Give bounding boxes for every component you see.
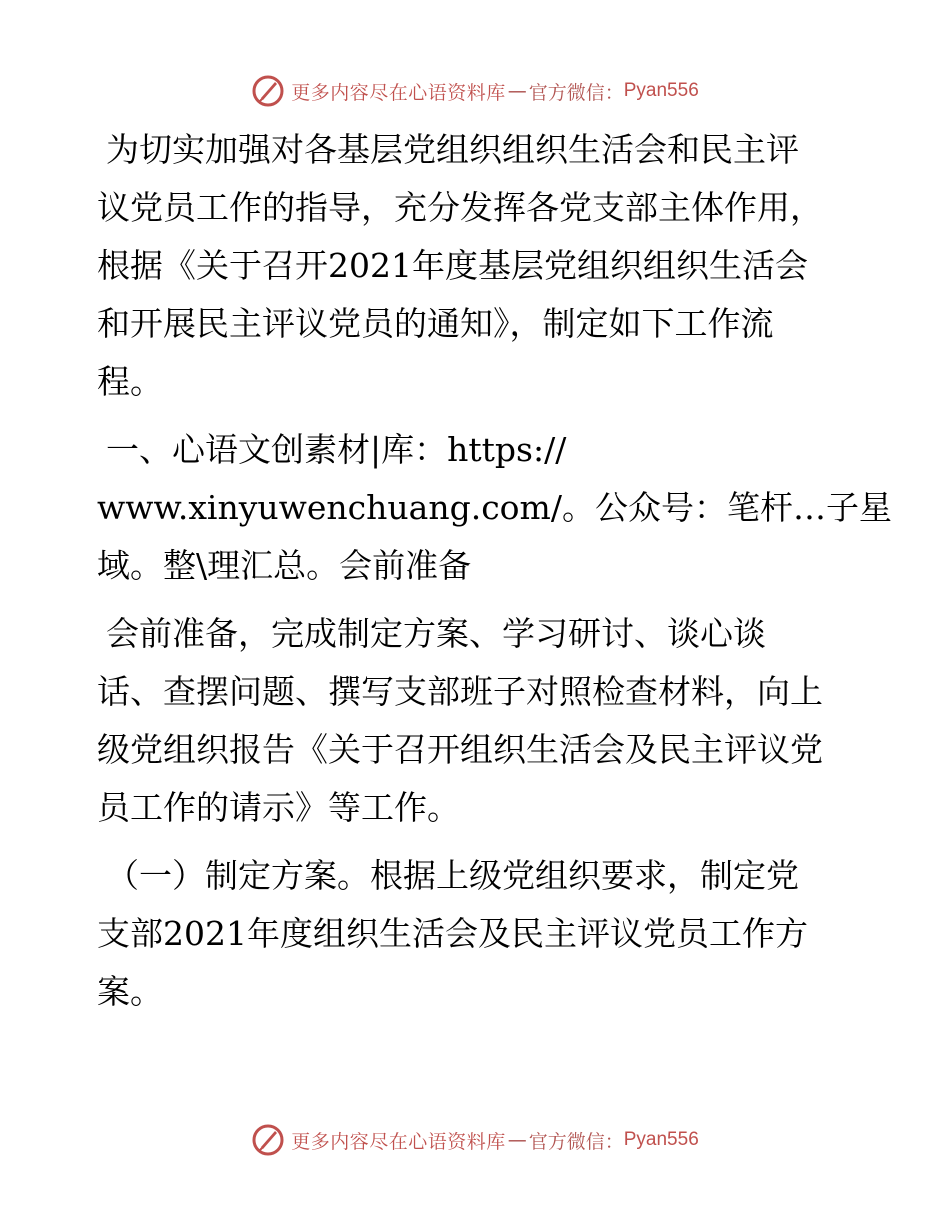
text-line: 支部2021年度组织生活会及民主评议党员工作方: [97, 914, 808, 953]
text-line: 一、心语文创素材|库：https://: [106, 430, 567, 469]
paragraph-preparation: [97, 605, 857, 837]
text-line: 话、查摆问题、撰写支部班子对照检查材料，向上: [97, 672, 823, 711]
text-line: 和开展民主评议党员的通知》，制定如下工作流: [97, 304, 774, 343]
text-line: 会前准备，完成制定方案、学习研讨、谈心谈: [106, 614, 766, 653]
text-line: 级党组织报告《关于召开组织生活会及民主评议党: [97, 730, 823, 769]
text-line: 为切实加强对各基层党组织组织生活会和民主评: [106, 130, 799, 169]
text-line: www.xinyuwenchuang.com/。公众号：笔杆…子星: [97, 488, 892, 527]
paragraph-plan: [97, 847, 857, 1021]
text-line: 程。: [97, 362, 163, 401]
text-line: 员工作的请示》等工作。: [97, 788, 460, 827]
text-line: 案。: [97, 972, 163, 1011]
text-line: 根据《关于召开2021年度基层党组织组织生活会: [97, 246, 808, 285]
quill-logo-icon: [251, 74, 285, 108]
watermark-text: 更多内容尽在心语资料库: [291, 81, 506, 104]
quill-logo-icon: [251, 1123, 285, 1157]
text-line: 域。整\理汇总。会前准备: [97, 546, 472, 585]
watermark-separator: —: [507, 80, 527, 102]
text-line: 议党员工作的指导，充分发挥各党支部主体作用，: [97, 188, 823, 227]
watermark-separator: —: [507, 1129, 527, 1151]
watermark-wechat-label: 官方微信：: [528, 81, 624, 104]
document-body: [97, 121, 892, 1021]
paragraph-intro: [97, 121, 857, 411]
watermark-wechat-label: 官方微信：: [528, 1130, 624, 1153]
header-watermark: [0, 71, 950, 111]
footer-watermark: [0, 1120, 950, 1160]
watermark-wechat-id: Pyan556: [623, 80, 699, 101]
watermark-wechat-id: Pyan556: [623, 1129, 699, 1150]
text-line: （一）制定方案。根据上级党组织要求，制定党: [106, 856, 799, 895]
paragraph-section-heading: [97, 421, 892, 595]
watermark-text: 更多内容尽在心语资料库: [291, 1130, 506, 1153]
